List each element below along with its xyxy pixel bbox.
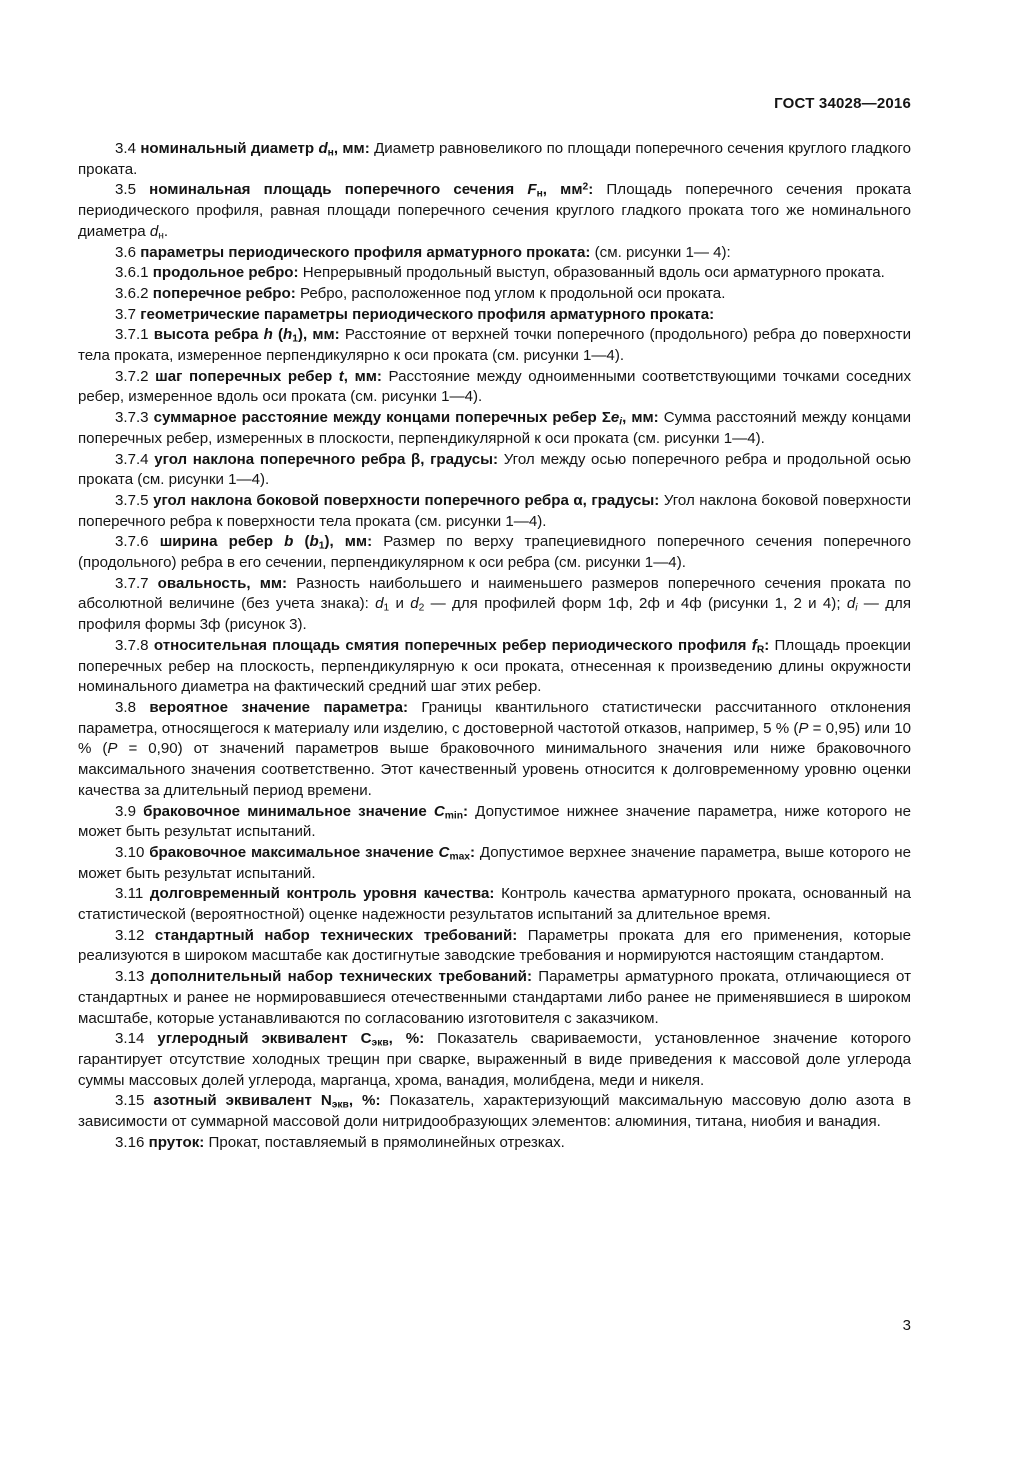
paragraph	[78, 450, 911, 491]
text-run: b	[309, 533, 319, 551]
paragraph	[78, 408, 911, 449]
text-run: (	[293, 533, 310, 551]
text-run: 3.10	[115, 843, 150, 861]
text-run: углеродный эквивалент С	[157, 1030, 372, 1048]
text-run: 3.12	[115, 926, 155, 944]
paragraph	[78, 180, 911, 242]
paragraph	[78, 243, 911, 264]
text-run: Площадь поперечного сечения проката периодического профиля, равная площади поперечного сечения круглого гладкого проката того же номинального диаметра	[78, 181, 912, 240]
text-run: 3.7.7	[115, 574, 158, 592]
paragraph	[78, 636, 911, 698]
text-run: 3.7.2	[115, 367, 156, 385]
text-run: дополнительный набор технических требований:	[150, 968, 532, 986]
text-run: :	[764, 636, 770, 654]
text-run: 3.5	[115, 181, 150, 199]
text-run: t	[338, 367, 344, 385]
text-run: Разность наибольшего и наименьшего размеров поперечного сечения проката по абсолютной величине (без учета знака):	[78, 574, 911, 613]
text-run: P	[107, 740, 118, 758]
paragraph	[78, 926, 911, 967]
text-run: ширина ребер	[159, 533, 285, 551]
text-run: , градусы:	[582, 491, 660, 509]
text-run: 3.15	[115, 1092, 154, 1110]
text-run: d	[410, 595, 419, 613]
text-run: Расстояние от верхней точки поперечного (продольного) ребра до поверхности тела проката, измеренное перпендикулярно к оси проката (см. рисунки 1—4).	[78, 326, 911, 365]
text-run: 2	[582, 181, 589, 193]
text-run: 1	[292, 333, 298, 345]
text-run: F	[527, 181, 537, 199]
text-run: Расстояние между одноименными соответствующими точками соседних ребер, измеренное вдоль оси проката (см. рисунки 1—4).	[78, 367, 912, 406]
text-run: e	[610, 409, 620, 427]
text-run: угол наклона боковой поверхности поперечного ребра	[153, 491, 574, 509]
paragraph	[78, 139, 911, 180]
document-body	[78, 139, 911, 1153]
text-run: d	[318, 140, 328, 157]
text-run: 3.7	[115, 305, 141, 323]
text-run: :	[463, 802, 469, 820]
text-run: номинальная площадь поперечного сечения	[149, 181, 528, 199]
text-run: .	[163, 222, 169, 240]
text-run: браковочное минимальное значение	[143, 802, 434, 820]
text-run: C	[438, 843, 450, 861]
text-run: (см. рисунки 1— 4):	[590, 243, 731, 261]
text-run: h	[283, 326, 293, 344]
text-run: — для профиля формы 3ф (рисунок 3).	[78, 595, 911, 634]
paragraph	[78, 305, 911, 326]
text-run: Параметры арматурного проката, отличающиеся от стандартных и ранее не нормировавшиеся отечественными стандартами либо ранее не применявшиеся в широком масштабе, которые устанавливаются по согласованию изготовителя с заказчиком.	[78, 968, 911, 1027]
text-run: R	[756, 644, 765, 656]
text-run: номинальный диаметр	[140, 140, 319, 157]
text-run: 3.16	[115, 1133, 149, 1151]
text-run: Σ	[601, 409, 611, 427]
text-run: стандартный набор технических требований:	[154, 926, 518, 944]
document-header-standard-number: ГОСТ 34028—2016	[774, 95, 911, 112]
text-run: ), мм:	[324, 533, 373, 551]
paragraph	[78, 367, 911, 408]
paragraph	[78, 284, 911, 305]
text-run: экв	[371, 1037, 389, 1049]
text-run: :	[469, 843, 475, 861]
text-run: 3.7.3	[115, 409, 154, 427]
text-run: и	[389, 595, 411, 613]
text-run: d	[846, 595, 856, 613]
text-run: 1	[318, 540, 325, 552]
paragraph	[78, 1091, 911, 1132]
text-run: угол наклона поперечного ребра	[154, 450, 411, 468]
text-run: d	[375, 595, 384, 613]
text-run: 3.14	[115, 1030, 158, 1048]
paragraph	[78, 698, 911, 802]
text-run: н	[536, 188, 543, 200]
text-run: , %:	[348, 1092, 381, 1110]
text-run: ), мм:	[297, 326, 340, 344]
paragraph	[78, 574, 911, 636]
text-run: н	[158, 230, 164, 242]
text-run: Допустимое нижнее значение параметра, ниже которого не может быть результат испытаний.	[78, 802, 911, 841]
text-run: f	[751, 636, 757, 654]
page-number: 3	[902, 1317, 911, 1334]
text-run: , мм:	[333, 140, 370, 157]
text-run: i	[619, 416, 623, 428]
text-run: 2	[418, 603, 425, 615]
text-run: b	[284, 533, 294, 551]
text-run: Сумма расстояний между концами поперечных ребер, измеренных в плоскости, перпендикулярной к оси проката (см. рисунки 1—4).	[78, 409, 912, 447]
text-run: Параметры проката для его применения, которые реализуются в широком масштабе как достигнутые заводские требования и нормируются настоящим стандартом.	[78, 926, 911, 965]
text-run: параметры периодического профиля арматурного проката:	[140, 243, 591, 261]
text-run: 3.9	[115, 802, 144, 820]
text-run: долговременный контроль уровня качества:	[149, 885, 495, 903]
text-run: — для профилей форм 1ф, 2ф и 4ф (рисунки 1, 2 и 4);	[424, 595, 847, 613]
text-run: 3.13	[115, 968, 151, 986]
text-run: поперечное ребро:	[152, 284, 296, 302]
text-run: d	[149, 222, 159, 240]
text-run: высота ребра	[153, 326, 264, 344]
text-run: 1	[383, 603, 390, 615]
text-run: h	[263, 326, 273, 344]
text-run: н	[327, 147, 334, 159]
text-run: = 0,90) от значений параметров выше браковочного минимального значения или ниже браковочного максимального значения соответственно. Этот качественный уровень относится к долговременному уровню оценки качества за длительный период времени.	[78, 740, 911, 799]
text-run: , мм:	[622, 409, 659, 427]
text-run: Контроль качества арматурного проката, основанный на статистической (вероятностной) оценке надежности результатов испытаний за длительное время.	[78, 885, 912, 924]
text-run: 3.7.8	[115, 636, 154, 654]
text-run: Показатель свариваемости, установленное значение которого гарантирует отсутствие холодных трещин при сварке, выраженный в виде приведения к массовой доле углерода суммы массовых долей углерода, марганца, хрома, ванадия, молибдена, меди и никеля.	[78, 1030, 911, 1089]
paragraph	[78, 1133, 911, 1154]
text-run: min	[444, 810, 463, 822]
text-run: относительная площадь смятия поперечных ребер периодического профиля	[153, 636, 752, 654]
paragraph	[78, 802, 911, 843]
text-run: , градусы:	[420, 450, 499, 468]
text-run: , мм:	[343, 367, 382, 385]
text-run: шаг поперечных ребер	[155, 367, 339, 385]
text-run: 3.8	[115, 698, 150, 716]
paragraph	[78, 884, 911, 925]
text-run: 3.7.6	[115, 533, 160, 551]
text-run: Показатель, характеризующий максимальную массовую долю азота в зависимости от суммарной массовой доли нитридообразующих элементов: алюминия, титана, ниобия и ванадия.	[78, 1092, 911, 1131]
text-run: 3.7.5	[115, 491, 154, 509]
text-run: Прокат, поставляемый в прямолинейных отрезках.	[204, 1133, 565, 1151]
text-run: Непрерывный продольный выступ, образованный вдоль оси арматурного проката.	[298, 264, 885, 282]
text-run: вероятное значение параметра:	[149, 698, 408, 716]
paragraph	[78, 843, 911, 884]
text-run: овальность, мм:	[157, 574, 288, 592]
text-run: браковочное максимальное значение	[149, 843, 439, 861]
text-run: max	[449, 851, 470, 863]
paragraph	[78, 532, 911, 573]
text-run: 3.7.4	[115, 450, 155, 468]
text-run: 3.11	[115, 885, 150, 903]
paragraph	[78, 325, 911, 366]
text-run: C	[433, 802, 445, 820]
text-run: геометрические параметры периодического профиля арматурного проката:	[140, 305, 715, 323]
text-run: α	[573, 491, 583, 509]
text-run: i	[855, 603, 858, 615]
text-run: Допустимое верхнее значение параметра, выше которого не может быть результат испытаний.	[78, 843, 911, 882]
text-run: Размер по верху трапециевидного поперечного сечения поперечного (продольного) ребра в его сечении, перпендикулярном к оси ребра (см. рисунки 1—4).	[78, 533, 911, 572]
text-run: Площадь проекции поперечных ребер на плоскость, перпендикулярную к оси проката, отнесенная к произведению длины окружности номинального диаметра на фактический средний шаг этих ребер.	[78, 636, 911, 696]
text-run: Диаметр равновеликого по площади поперечного сечения круглого гладкого проката.	[78, 140, 911, 178]
text-run: азотный эквивалент N	[153, 1092, 332, 1110]
text-run: (	[272, 326, 284, 344]
text-run: 3.4	[115, 140, 141, 157]
text-run: :	[588, 181, 594, 199]
paragraph	[78, 263, 911, 284]
paragraph	[78, 491, 911, 532]
paragraph	[78, 967, 911, 1029]
text-run: = 0,95) или 10 % (	[78, 719, 911, 758]
text-run: 3.6.1	[115, 264, 153, 282]
text-run: Угол наклона боковой поверхности поперечного ребра к поверхности тела проката (см. рисунки 1—4).	[78, 491, 912, 530]
text-run: Угол между осью поперечного ребра и продольной осью проката (см. рисунки 1—4).	[78, 450, 911, 489]
text-run: , %:	[388, 1030, 425, 1048]
paragraph	[78, 1029, 911, 1091]
text-run: суммарное расстояние между концами поперечных ребер	[153, 409, 602, 427]
text-run: Границы квантильного статистически рассчитанного отклонения параметра, относящегося к материалу или изделию, с достоверной частотой отказов, например, 5 % (	[78, 698, 911, 737]
text-run: , мм	[542, 181, 583, 199]
text-run: P	[798, 719, 809, 737]
text-run: Ребро, расположенное под углом к продольной оси проката.	[295, 284, 726, 302]
text-run: пруток:	[148, 1133, 205, 1151]
text-run: экв	[331, 1099, 349, 1111]
text-run: 3.6.2	[115, 284, 153, 302]
text-run: продольное ребро:	[152, 264, 299, 282]
text-run: 3.7.1	[115, 326, 154, 344]
text-run: β	[411, 450, 421, 468]
text-run: 3.6	[115, 243, 141, 261]
